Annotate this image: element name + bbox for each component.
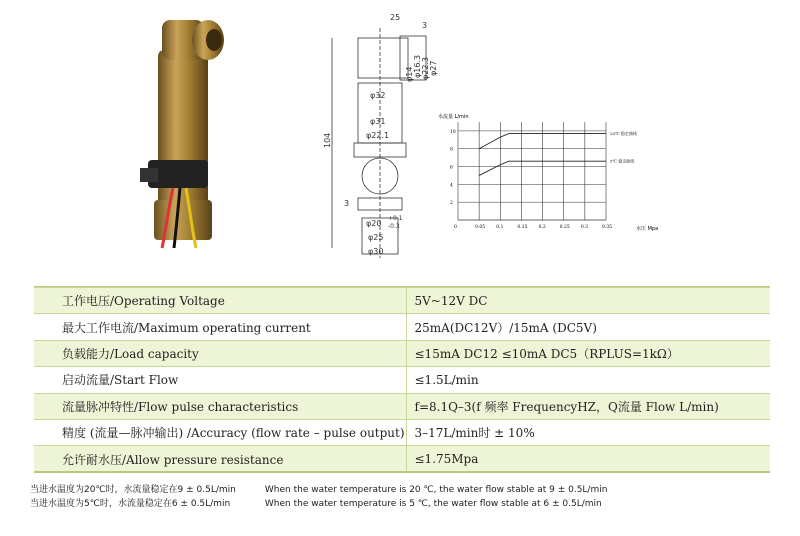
series-label: 5℃ 稳定曲线 <box>610 158 635 164</box>
dim-phi30: φ30 <box>368 247 384 256</box>
dimension-drawing <box>318 8 438 260</box>
spec-row <box>34 419 770 445</box>
chart-y-label: 水流量 L/min <box>438 114 469 120</box>
spec-label: 流量脉冲特性/Flow pulse characteristics <box>34 393 406 419</box>
note-20c-zh: 当进水温度为20℃时，水流量稳定在9 ± 0.5L/min <box>30 485 236 495</box>
spec-row <box>34 340 770 366</box>
dim-25: 25 <box>390 13 401 22</box>
flow-pressure-chart <box>436 108 666 238</box>
spec-value: 25mA(DC12V）/15mA (DC5V) <box>406 314 770 340</box>
spec-label: 工作电压/Operating Voltage <box>34 288 406 314</box>
dim-phi22-3: φ22.3 <box>421 56 430 80</box>
note-5c <box>30 497 607 511</box>
spec-value: 5V~12V DC <box>406 288 770 314</box>
spec-row <box>34 288 770 314</box>
dim-phi20: φ20 <box>366 219 382 228</box>
x-tick-label: 0.3 <box>580 225 589 230</box>
y-tick-label: 4 <box>450 183 453 189</box>
dim-tol-lower: -0.3 <box>388 223 400 230</box>
spec-row <box>34 446 770 472</box>
dim-phi32: φ32 <box>370 91 386 100</box>
x-tick-label: 0 <box>454 225 457 230</box>
spec-value: ≤15mA DC12 ≤10mA DC5（RPLUS=1kΩ） <box>406 340 770 366</box>
spec-table <box>34 287 770 472</box>
product-photo <box>118 10 248 250</box>
spec-label: 精度 (流量—脉冲输出) /Accuracy (flow rate – pulse output) <box>34 419 406 445</box>
dim-phi14: φ14 <box>405 66 414 82</box>
table-bottom-rule <box>34 471 770 473</box>
spec-row <box>34 314 770 340</box>
x-tick-label: 0.25 <box>559 225 570 230</box>
spec-label: 最大工作电流/Maximum operating current <box>34 314 406 340</box>
x-tick-label: 0.35 <box>602 225 613 230</box>
note-5c-en: When the water temperature is 5 ℃, the water flow stable at 6 ± 0.5L/min <box>264 499 602 509</box>
dim-3-bottom: 3 <box>344 199 350 208</box>
series-label: 20℃ 稳定曲线 <box>610 131 637 137</box>
dim-3-top: 3 <box>422 21 428 30</box>
x-tick-label: 0.2 <box>538 225 546 230</box>
dim-phi31: φ31 <box>370 117 386 126</box>
dim-phi22-1: φ22.1 <box>366 131 390 140</box>
dim-tol-upper: +0.1 <box>388 215 403 222</box>
dim-104: 104 <box>323 132 332 148</box>
spec-row <box>34 367 770 393</box>
dim-phi25: φ25 <box>368 233 384 242</box>
chart-x-label: 水压 Mpa <box>636 226 659 232</box>
x-tick-label: 0.1 <box>496 225 504 230</box>
spec-label: 允许耐水压/Allow pressure resistance <box>34 446 406 472</box>
x-tick-label: 0.15 <box>517 225 528 230</box>
spec-label: 启动流量/Start Flow <box>34 367 406 393</box>
y-tick-label: 8 <box>450 147 453 153</box>
spec-value: ≤1.5L/min <box>406 367 770 393</box>
note-5c-zh: 当进水温度为5℃时，水流量稳定在6 ± 0.5L/min <box>30 499 231 509</box>
spec-value: ≤1.75Mpa <box>406 446 770 472</box>
dim-phi16-3: φ16.3 <box>413 54 422 78</box>
spec-label: 负载能力/Load capacity <box>34 340 406 366</box>
spec-value: 3–17L/min时 ± 10% <box>406 419 770 445</box>
note-20c-en: When the water temperature is 20 ℃, the water flow stable at 9 ± 0.5L/min <box>264 485 608 495</box>
dim-phi27: φ27 <box>429 60 438 76</box>
y-tick-label: 2 <box>450 201 453 207</box>
y-tick-label: 10 <box>450 129 456 135</box>
note-20c <box>30 483 607 497</box>
spec-value: f=8.1Q–3(f 频率 FrequencyHZ，Q流量 Flow L/min) <box>406 393 770 419</box>
notes <box>30 483 607 511</box>
x-tick-label: 0.05 <box>475 225 486 230</box>
spec-row <box>34 393 770 419</box>
y-tick-label: 6 <box>450 165 453 171</box>
